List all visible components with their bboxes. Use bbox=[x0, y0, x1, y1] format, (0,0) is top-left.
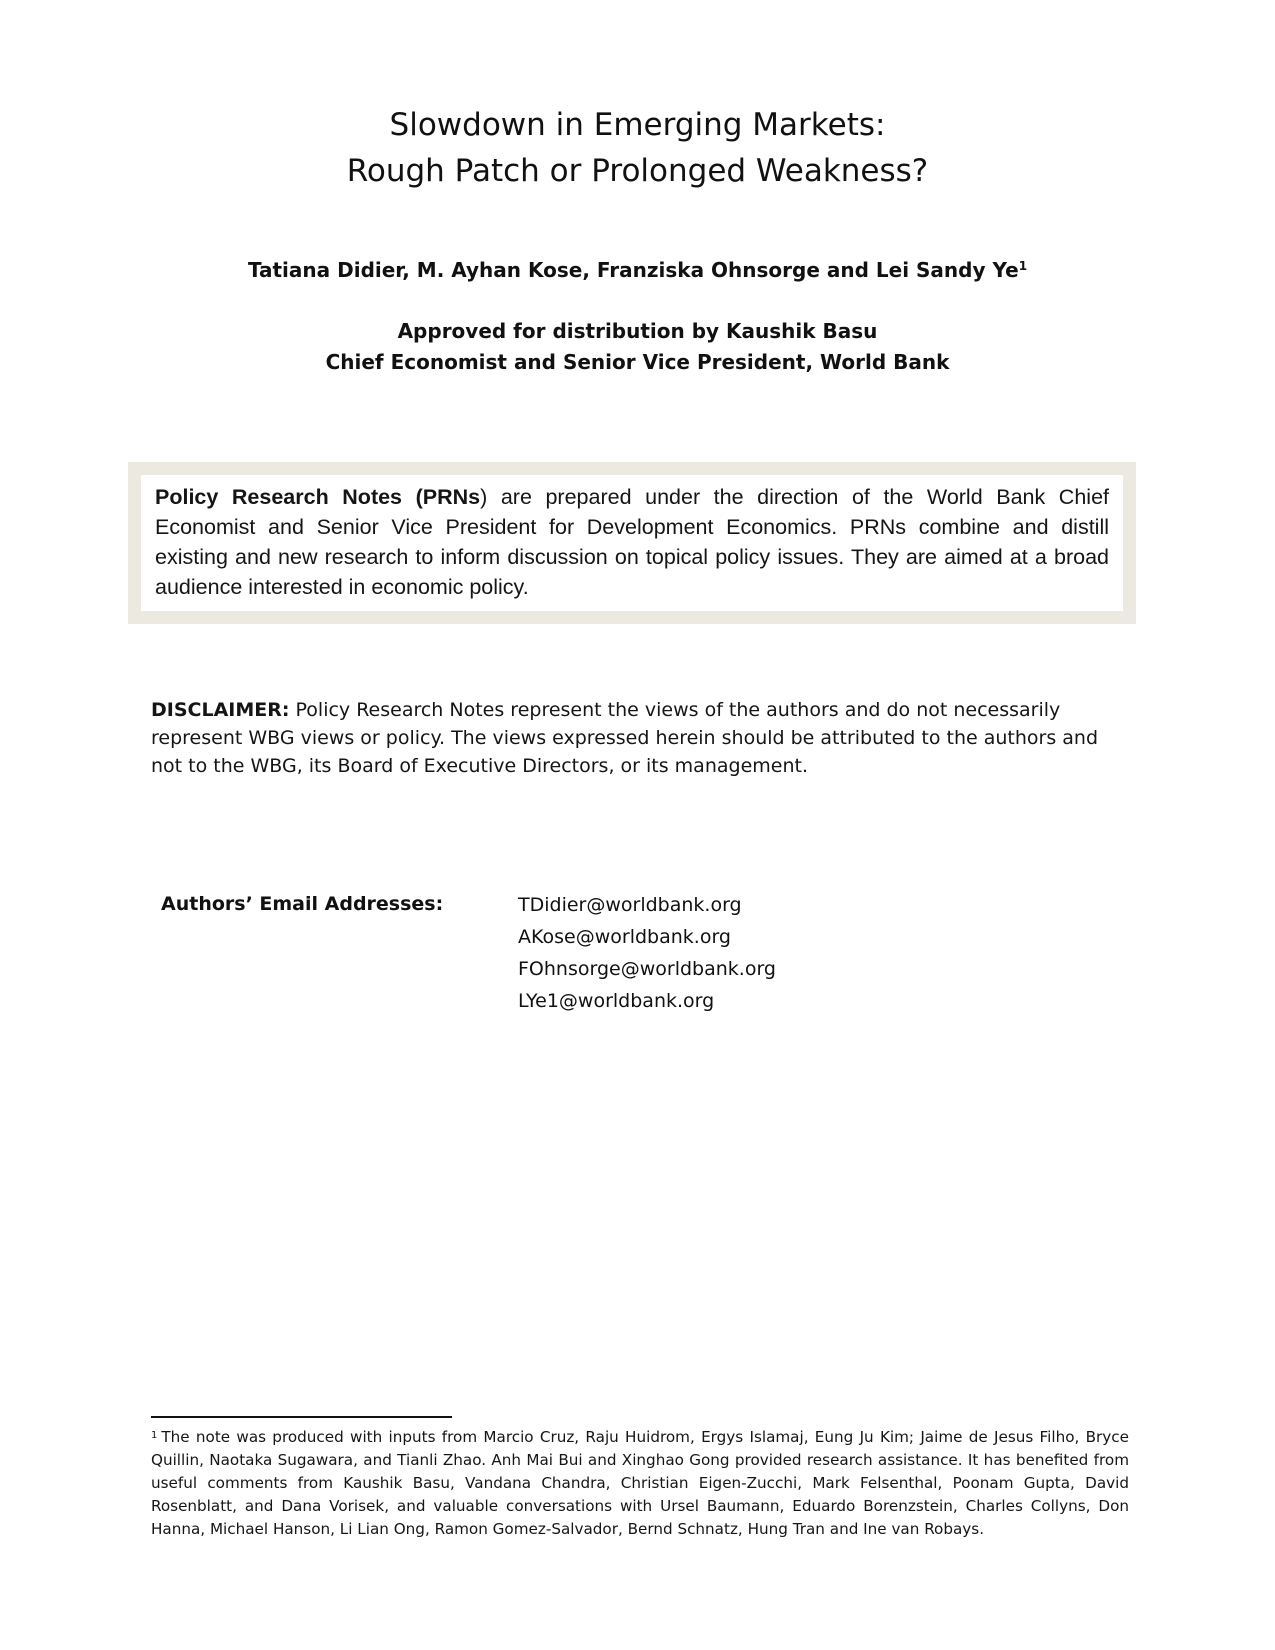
prn-body-text: ) are prepared under the direction of the World Bank Chief Economist and Senior Vice President for Development Economics. PRNs combine and distill existing and new research to inform discussion on topical policy issues. They are aimed at a broad audience interested in economic policy. bbox=[155, 485, 1110, 599]
prn-description-box bbox=[128, 462, 1136, 624]
email-address[interactable]: FOhnsorge@worldbank.org bbox=[518, 958, 776, 980]
email-address[interactable]: LYe1@worldbank.org bbox=[518, 990, 715, 1012]
footnote-mark: 1 bbox=[151, 1430, 158, 1441]
email-list bbox=[518, 889, 776, 1017]
disclaimer-label: DISCLAIMER: bbox=[151, 699, 290, 721]
approval-statement bbox=[0, 316, 1275, 378]
paper-title-line-2: Rough Patch or Prolonged Weakness? bbox=[346, 153, 929, 189]
footnote-separator bbox=[151, 1416, 452, 1418]
prn-bold-lead: Policy Research Notes (PRNs bbox=[155, 485, 481, 509]
author-list bbox=[0, 256, 1275, 284]
approval-line-2: Chief Economist and Senior Vice President, World Bank bbox=[325, 350, 950, 374]
paper-title-line-1: Slowdown in Emerging Markets: bbox=[389, 107, 886, 143]
footnote-1 bbox=[151, 1426, 1129, 1541]
author-footnote-mark[interactable]: 1 bbox=[1018, 259, 1028, 273]
paper-title bbox=[0, 102, 1275, 194]
footnote-text: The note was produced with inputs from Marcio Cruz, Raju Huidrom, Ergys Islamaj, Eung Ju Kim; Jaime de Jesus Filho, Bryce Quillin, Naotaka Sugawara, and Tianli Zhao. Anh Mai Bui and Xinghao Gong provided research assistance. It has benefited from useful comments from Kaushik Basu, Vandana Chandra, Christian Eigen-Zucchi, Mark Felsenthal, Poonam Gupta, David Rosenblatt, and Dana Vorisek, and valuable conversations with Ursel Baumann, Eduardo Borenzstein, Charles Collyns, Don Hanna, Michael Hanson, Li Lian Ong, Ramon Gomez-Salvador, Bernd Schnatz, Hung Tran and Ine van Robays. bbox=[151, 1428, 1129, 1538]
email-section-label: Authors’ Email Addresses: bbox=[161, 893, 444, 915]
disclaimer-text: Policy Research Notes represent the views of the authors and do not necessarily represent WBG views or policy. The views expressed herein should be attributed to the authors and not to the WBG, its Board of Executive Directors, or its management. bbox=[151, 699, 1099, 777]
author-names: Tatiana Didier, M. Ayhan Kose, Franziska Ohnsorge and Lei Sandy Ye bbox=[247, 258, 1019, 282]
approval-line-1: Approved for distribution by Kaushik Basu bbox=[397, 319, 878, 343]
disclaimer-paragraph bbox=[151, 696, 1129, 780]
email-address[interactable]: AKose@worldbank.org bbox=[518, 926, 731, 948]
email-address[interactable]: TDidier@worldbank.org bbox=[518, 894, 742, 916]
prn-description-text bbox=[141, 475, 1123, 611]
